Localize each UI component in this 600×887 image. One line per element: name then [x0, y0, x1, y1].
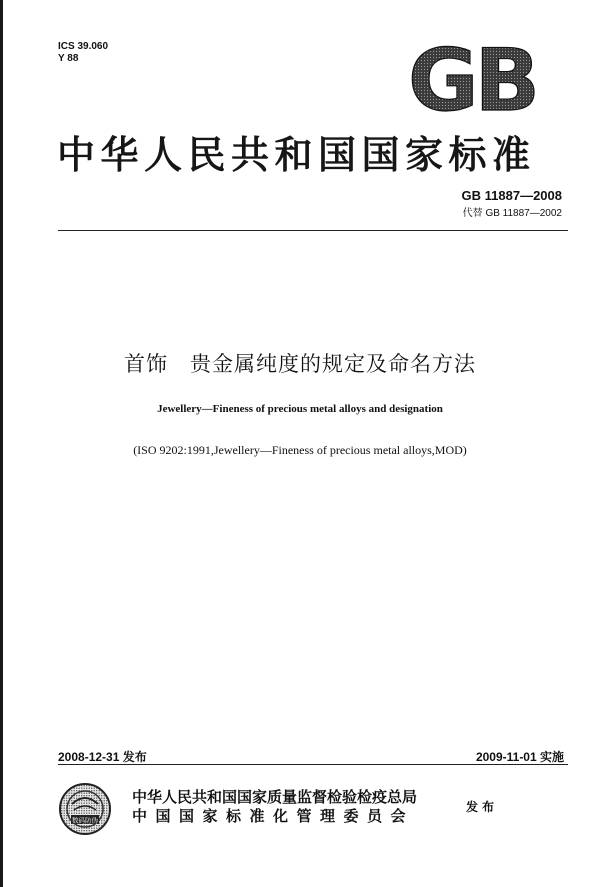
replaces-standard: 代替 GB 11887—2002 — [462, 208, 562, 219]
gb-logo-text: GB — [408, 44, 536, 118]
ics-code: ICS 39.060 — [58, 41, 109, 52]
issuer-line-2: 中国国家标准化管理委员会 — [132, 807, 415, 825]
document-title-cn: 首饰 贵金属纯度的规定及命名方法 — [124, 352, 476, 376]
issue-date: 2008-12-31 发布 — [58, 750, 147, 764]
publish-label: 发布 — [466, 800, 499, 814]
seal-text: 数码防伪 — [72, 816, 98, 825]
issuing-authorities — [132, 788, 417, 826]
implementation-date: 2009-11-01 实施 — [475, 750, 564, 764]
ccs-code: Y 88 — [58, 53, 79, 64]
iso-reference: (ISO 9202:1991,Jewellery—Fineness of precious metal alloys,MOD) — [133, 443, 467, 457]
anti-counterfeit-seal-icon — [58, 782, 112, 836]
document-title-en: Jewellery—Fineness of precious metal alloys and designation — [157, 403, 443, 415]
header-divider — [58, 230, 568, 231]
classification-codes — [58, 41, 108, 65]
footer-divider — [58, 764, 568, 765]
standard-number-block — [462, 188, 562, 219]
standard-type-title: 中华人民共和国国家标准 — [57, 133, 536, 177]
gb-logo — [408, 44, 536, 118]
standard-number: GB 11887—2008 — [461, 188, 562, 203]
issuer-line-1: 中华人民共和国国家质量监督检验检疫总局 — [132, 788, 418, 806]
